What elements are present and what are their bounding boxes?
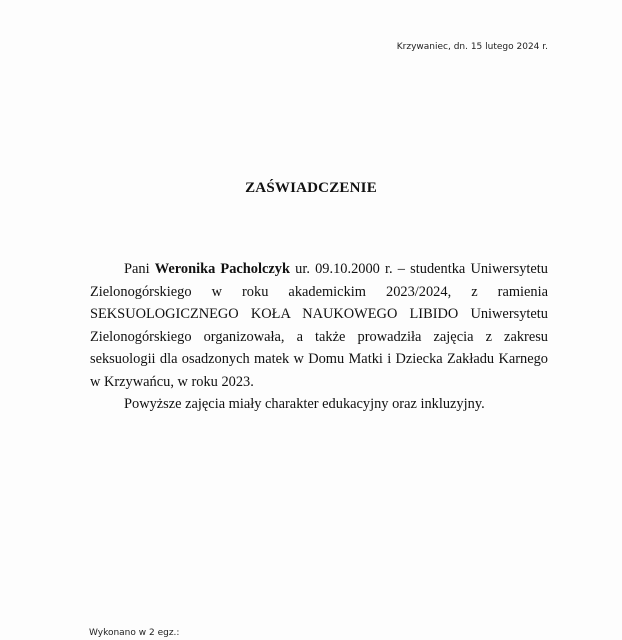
- place-and-date: Krzywaniec, dn. 15 lutego 2024 r.: [396, 42, 548, 52]
- copies-note: Wykonano w 2 egz.:: [89, 628, 180, 638]
- summary-paragraph: Powyższe zajęcia miały charakter edukacyjny oraz inkluzyjny.: [124, 396, 485, 412]
- document-title: ZAŚWIADCZENIE: [245, 180, 377, 196]
- person-name: Weronika Pacholczyk: [154, 261, 290, 277]
- paragraph-rest: ur. 09.10.2000 r. – studentka Uniwersytetu Zielonogórskiego w roku akademickim 2023/2024, z ramienia SEKSUOLOGICZNEGO KOŁA NAUKOWEGO LIBIDO Uniwersytetu Zielonogórskiego organizowała, a także prowadziła zajęcia z zakresu seksuologii dla osadzonych matek w Domu Matki i Dziecka Zakładu Karnego w Krzywańcu, w roku 2023.: [90, 261, 548, 390]
- document-body: [90, 258, 548, 416]
- certificate-paragraph: [90, 258, 548, 393]
- paragraph-lead: Pani: [124, 261, 150, 277]
